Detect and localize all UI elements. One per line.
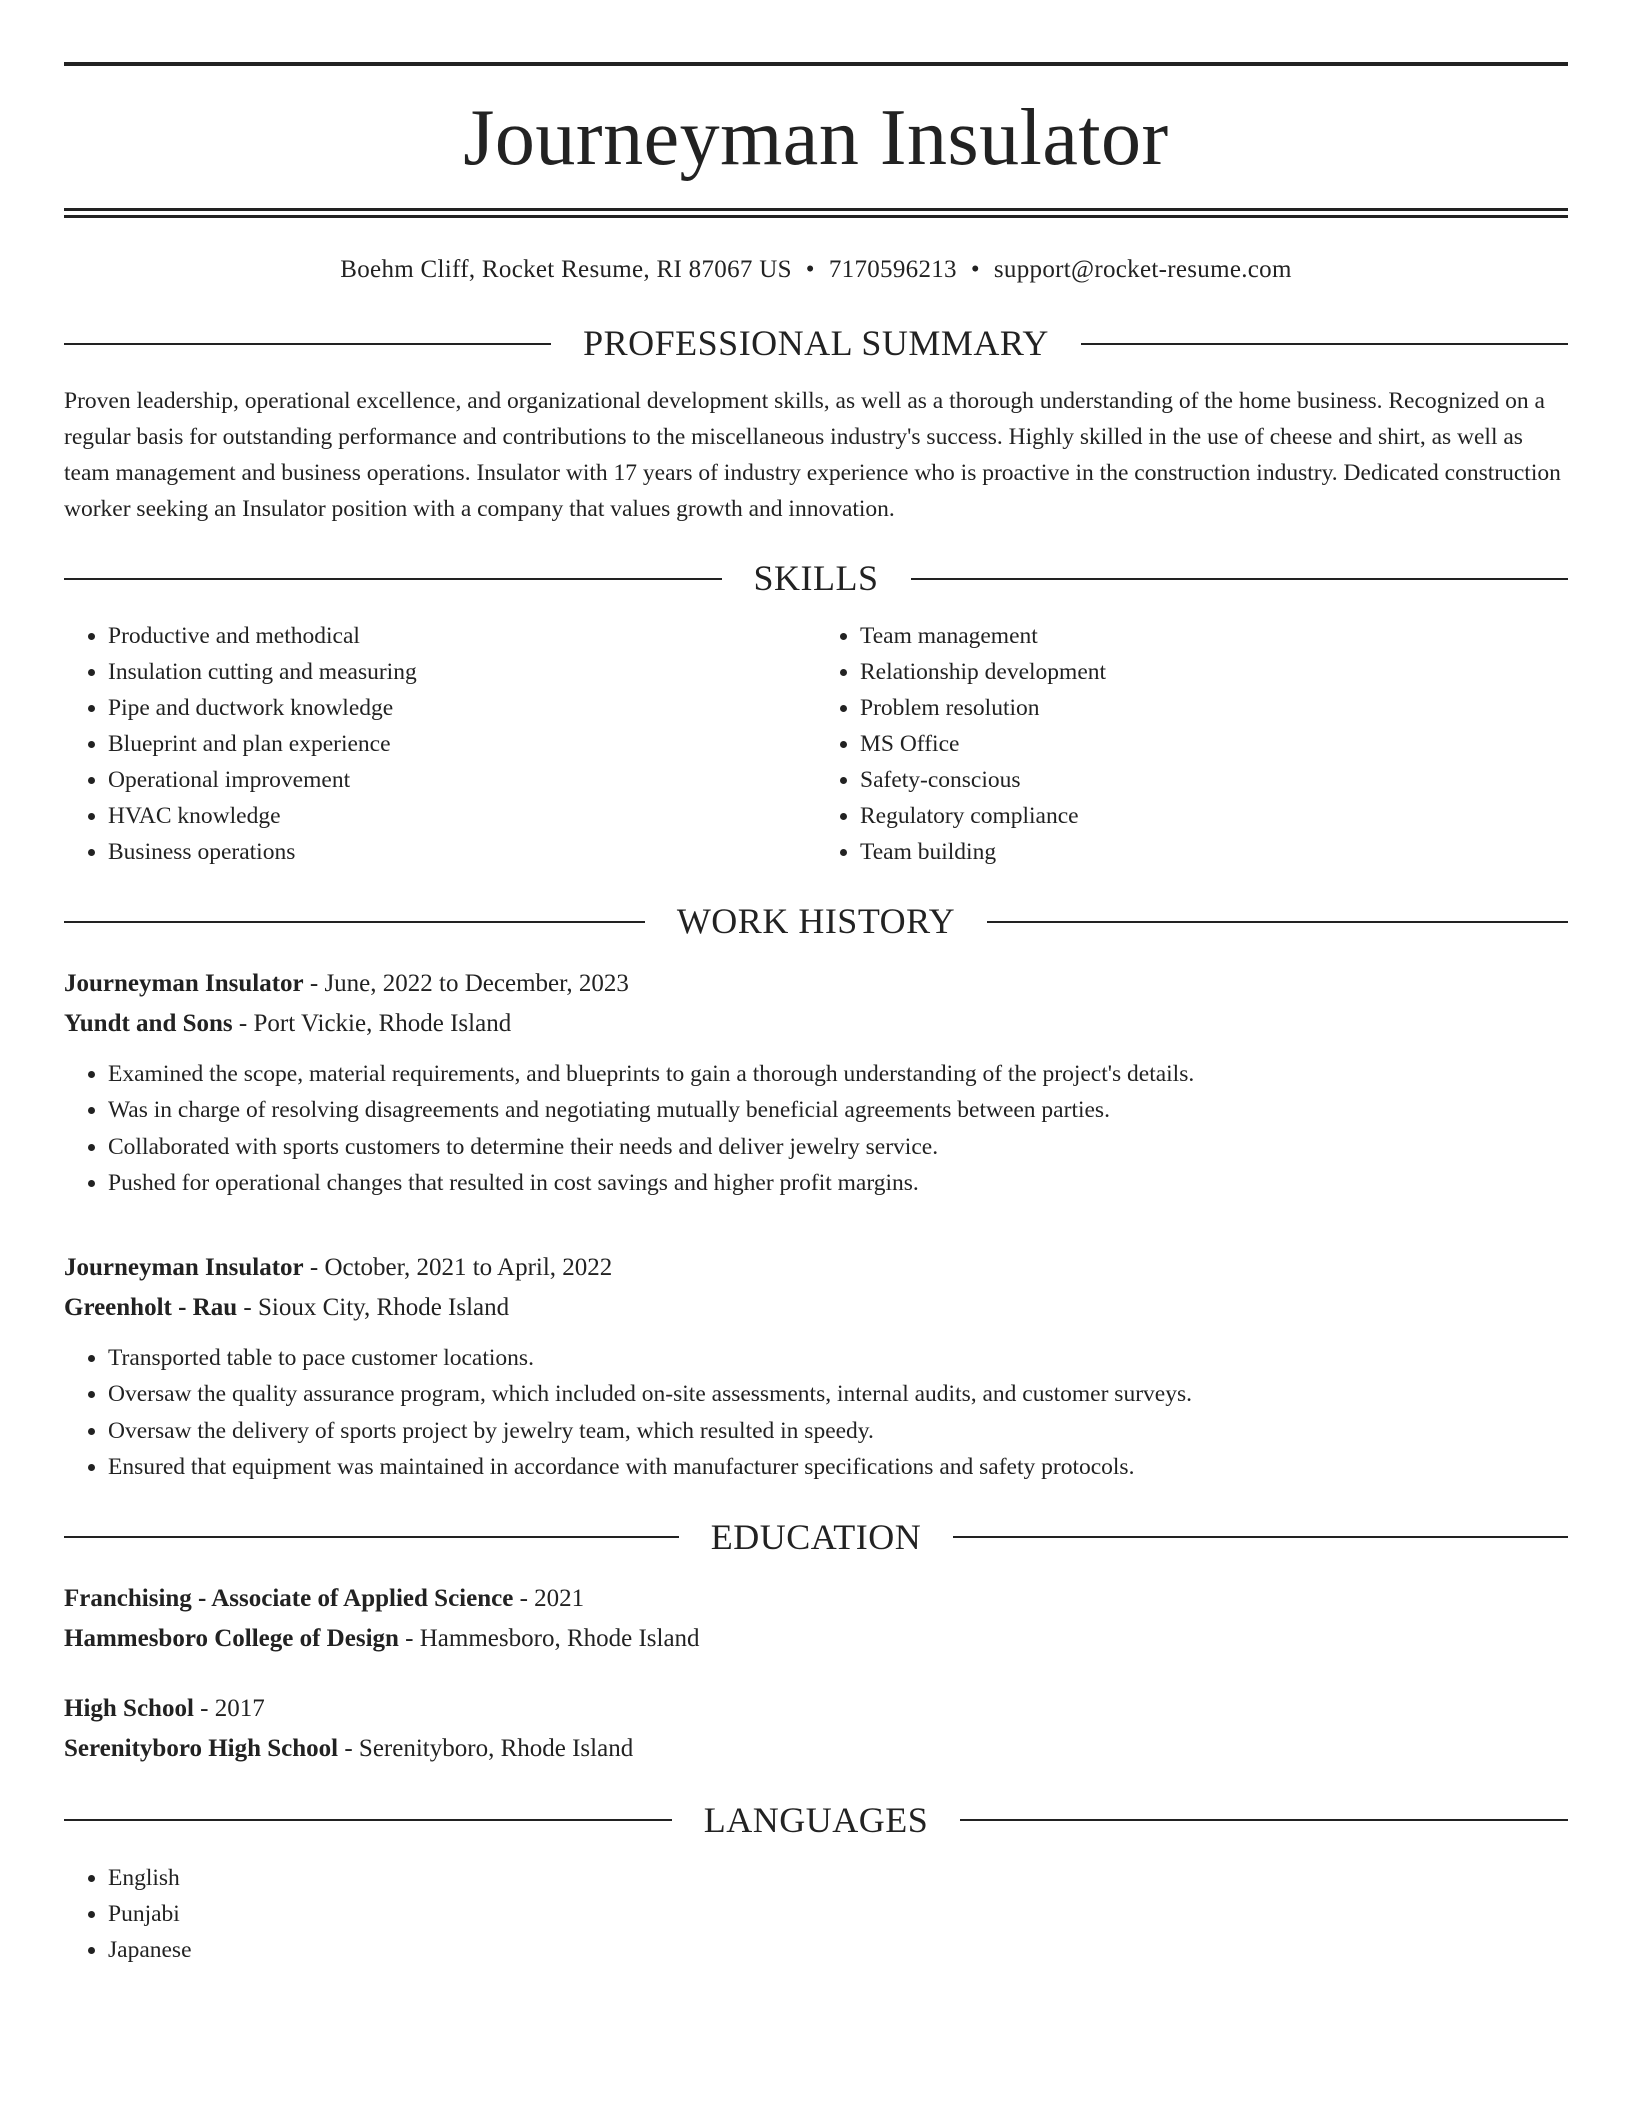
school-location: - Serenityboro, Rhode Island xyxy=(338,1734,634,1762)
job-title: Journeyman Insulator xyxy=(64,969,304,997)
job-bullet: • Oversaw the quality assurance program, which included on-site assessments, internal audits, and customer surveys. xyxy=(108,1376,1568,1413)
degree-name: High School xyxy=(64,1694,194,1722)
job-bullet: • Ensured that equipment was maintained in accordance with manufacturer specifications and safety protocols. xyxy=(108,1449,1568,1486)
job-location: - Port Vickie, Rhode Island xyxy=(232,1009,512,1037)
school-name: Hammesboro College of Design xyxy=(64,1624,399,1652)
section-rule xyxy=(953,1536,1568,1538)
skill-item: • Productive and methodical xyxy=(108,618,816,654)
job-bullets xyxy=(64,1056,1568,1202)
summary-text: Proven leadership, operational excellence, and organizational development skills, as well as a thorough understanding of the home business. Recognized on a regular basis for outstanding performance and contributions to the miscellaneous industry's success. Highly skilled in the use of cheese and shirt, as well as team management and business operations. Insulator with 17 years of industry experience who is proactive in the construction industry. Dedicated construction worker seeking an Insulator position with a company that values growth and innovation. xyxy=(64,388,1561,523)
candidate-name: Journeyman Insulator xyxy=(463,94,1169,182)
skill-item: • Operational improvement xyxy=(108,762,816,798)
section-rule xyxy=(64,921,645,923)
section-rule xyxy=(1081,343,1568,345)
education-entry xyxy=(64,1689,1568,1769)
section-rule xyxy=(64,1819,672,1821)
degree-line xyxy=(64,1689,1568,1729)
skill-item: • Blueprint and plan experience xyxy=(108,726,816,762)
contact-separator: • xyxy=(805,256,815,283)
job-company-line xyxy=(64,1004,1568,1044)
skill-item: • MS Office xyxy=(860,726,1568,762)
section-title: PROFESSIONAL SUMMARY xyxy=(583,323,1049,363)
job-location: - Sioux City, Rhode Island xyxy=(237,1293,510,1321)
school-location: - Hammesboro, Rhode Island xyxy=(398,1624,700,1652)
school-line xyxy=(64,1729,1568,1769)
section-header-education xyxy=(64,1516,1568,1559)
language-item: • English xyxy=(108,1860,1568,1896)
skill-item: • Relationship development xyxy=(860,654,1568,690)
section-header-summary xyxy=(64,322,1568,365)
job-dates: - October, 2021 to April, 2022 xyxy=(303,1253,613,1281)
section-rule xyxy=(64,578,722,580)
job-bullets xyxy=(64,1340,1568,1486)
section-header-skills xyxy=(64,557,1568,600)
section-rule xyxy=(911,578,1569,580)
section-rule xyxy=(987,921,1568,923)
school-name: Serenityboro High School xyxy=(64,1734,339,1762)
education-entry xyxy=(64,1579,1568,1659)
job-bullet: • Examined the scope, material requirements, and blueprints to gain a thorough understanding of the project's details. xyxy=(108,1056,1568,1093)
job-bullet: • Collaborated with sports customers to determine their needs and deliver jewelry service. xyxy=(108,1129,1568,1166)
skill-item: • Team management xyxy=(860,618,1568,654)
degree-year: - 2021 xyxy=(513,1584,585,1612)
section-rule xyxy=(64,343,551,345)
job-title-line xyxy=(64,1248,1568,1288)
work-entry xyxy=(64,964,1568,1202)
section-rule xyxy=(960,1819,1568,1821)
degree-year: - 2017 xyxy=(193,1694,265,1722)
skill-item: • HVAC knowledge xyxy=(108,798,816,834)
languages-list xyxy=(64,1860,1568,1968)
job-company-line xyxy=(64,1288,1568,1328)
skill-item: • Team building xyxy=(860,834,1568,870)
skills-columns xyxy=(64,618,1568,870)
job-bullet: • Oversaw the delivery of sports project by jewelry team, which resulted in speedy. xyxy=(108,1413,1568,1450)
job-dates: - June, 2022 to December, 2023 xyxy=(303,969,629,997)
skill-item: • Regulatory compliance xyxy=(860,798,1568,834)
job-bullet: • Was in charge of resolving disagreements and negotiating mutually beneficial agreements between parties. xyxy=(108,1092,1568,1129)
job-title: Journeyman Insulator xyxy=(64,1253,304,1281)
contact-line xyxy=(64,256,1568,284)
section-title: LANGUAGES xyxy=(703,1799,929,1840)
section-title: WORK HISTORY xyxy=(676,901,956,942)
contact-separator: • xyxy=(970,256,980,283)
job-bullet: • Pushed for operational changes that resulted in cost savings and higher profit margins. xyxy=(108,1165,1568,1202)
skill-item: • Insulation cutting and measuring xyxy=(108,654,816,690)
job-bullet: • Transported table to pace customer locations. xyxy=(108,1340,1568,1377)
section-title: EDUCATION xyxy=(710,1516,922,1557)
job-company: Yundt and Sons xyxy=(64,1009,233,1037)
section-rule xyxy=(64,1536,679,1538)
section-title: SKILLS xyxy=(753,558,879,599)
job-title-line xyxy=(64,964,1568,1004)
language-item: • Japanese xyxy=(108,1932,1568,1968)
section-header-work xyxy=(64,900,1568,943)
skill-item: • Pipe and ductwork knowledge xyxy=(108,690,816,726)
skills-list-left xyxy=(64,618,816,870)
skills-list-right xyxy=(816,618,1568,870)
work-entry xyxy=(64,1248,1568,1486)
degree-line xyxy=(64,1579,1568,1619)
degree-name: Franchising - Associate of Applied Science xyxy=(64,1584,514,1612)
job-company: Greenholt - Rau xyxy=(64,1293,238,1321)
section-header-languages xyxy=(64,1799,1568,1842)
skill-item: • Problem resolution xyxy=(860,690,1568,726)
contact-address: Boehm Cliff, Rocket Resume, RI 87067 US xyxy=(340,256,792,283)
language-item: • Punjabi xyxy=(108,1896,1568,1932)
contact-email: support@rocket-resume.com xyxy=(993,256,1292,283)
skill-item: • Business operations xyxy=(108,834,816,870)
contact-phone: 7170596213 xyxy=(828,256,957,283)
school-line xyxy=(64,1619,1568,1659)
skill-item: • Safety-conscious xyxy=(860,762,1568,798)
double-rule xyxy=(64,208,1568,218)
